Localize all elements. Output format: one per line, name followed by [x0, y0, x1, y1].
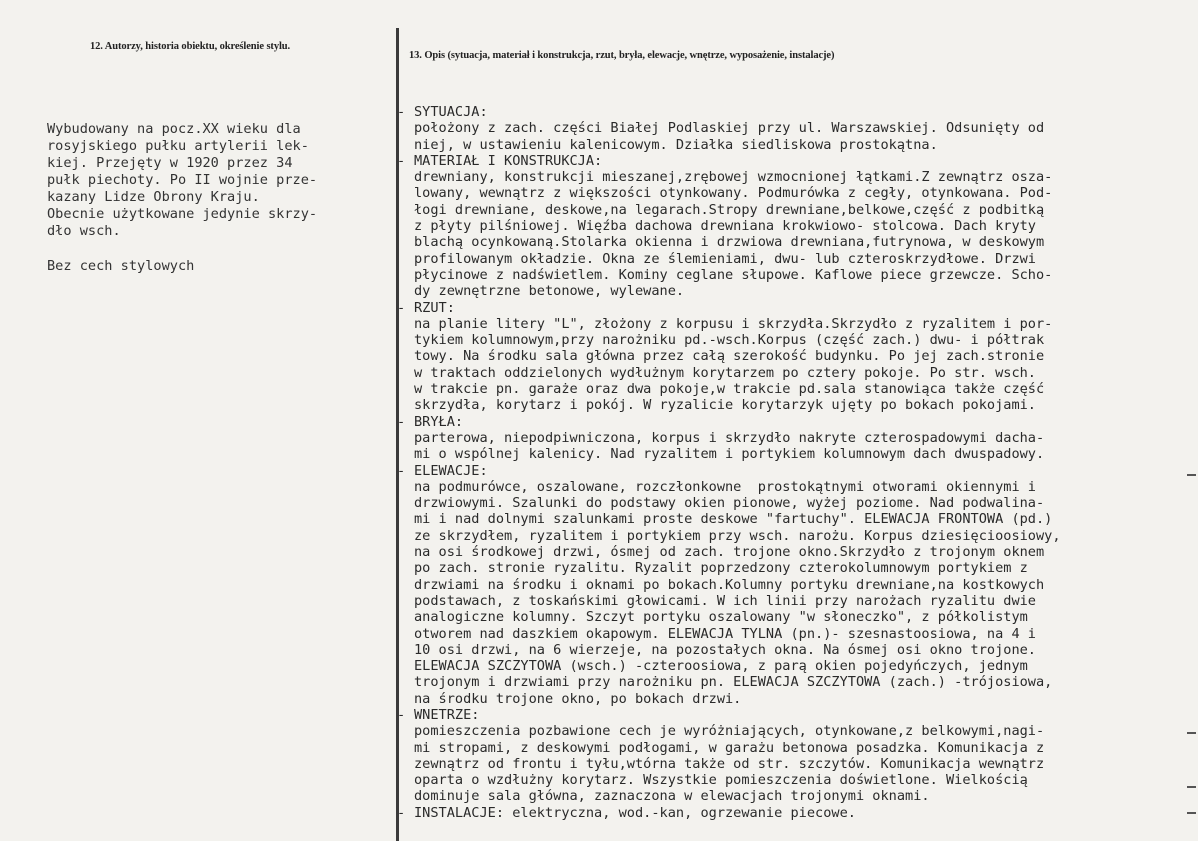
history-line: Obecnie użytkowane jedynie skrzy-	[47, 206, 318, 222]
section-line: pomieszczenia pozbawione cech je wyróżniających, otynkowane,z belkowymi,nagi-	[414, 723, 1045, 740]
section-dash: -	[397, 104, 406, 120]
section-body	[397, 430, 1197, 463]
section-line: skrzydła, korytarz i pokój. W ryzalicie korytarzyk ujęty po bokach pokojami.	[414, 397, 1036, 414]
section-line: ze skrzydłem, ryzalitem i portykiem przy wsch. narożu. Korpus dziesięcioosiowy,	[414, 527, 1061, 544]
section-line: lowany, wewnątrz z większości otynkowany. Podmurówka z cegły, otynkowana. Pod-	[414, 185, 1053, 202]
section-title-text: MATERIAŁ I KONSTRUKCJA:	[414, 152, 603, 169]
section-line: ELEWACJA SZCZYTOWA (wsch.) -czteroosiowa, z parą okien pojedyńczych, jednym	[414, 658, 1028, 675]
section-line: po zach. stronie ryzalitu. Ryzalit poprzedzony czterokolumnowym portykiem z	[414, 560, 1028, 577]
section-block	[397, 300, 1197, 414]
section-dash: -	[397, 413, 406, 430]
history-column	[47, 121, 377, 275]
section-body	[397, 169, 1197, 299]
section-line: dominuje sala główna, zaznaczona w elewacjach trojonymi oknami.	[414, 788, 930, 805]
section-line: łogi drewniane, deskowe,na legarach.Stropy drewniane,belkowe,część z podbitką	[414, 201, 1045, 218]
section-line: oparta o wzdłużny korytarz. Wszystkie pomieszczenia doświetlone. Wielkością	[414, 772, 1028, 789]
section-dash: -	[397, 804, 406, 821]
section-line: w trakcie pn. garaże oraz dwa pokoje,w trakcie pd.sala stanowiąca także część	[414, 381, 1045, 398]
section-title-text: SYTUACJA:	[414, 104, 488, 120]
section-title	[397, 707, 1197, 723]
section-line: mi o wspólnej kalenicy. Nad ryzalitem i portykiem kolumnowym dach dwuspadowy.	[414, 446, 1045, 463]
section-line: mi stropami, z deskowymi podłogami, w garażu betonowa posadzka. Komunikacja z	[414, 739, 1045, 756]
section-body	[397, 316, 1197, 414]
section-line: trojonym i drzwiami przy narożniku pn. ELEWACJA SZCZYTOWA (zach.) -trójosiowa,	[414, 674, 1053, 691]
section-line: z płyty pilśniowej. Więźba dachowa drewniana krokwiowo- stolcowa. Dach kryty	[414, 218, 1036, 235]
section-line: drzwiami na środku i oknami po bokach.Kolumny portyku drewniane,na kostkowych	[414, 576, 1045, 593]
section-dash: -	[397, 462, 406, 479]
section-title-text: RZUT:	[414, 299, 455, 316]
history-line: pułk piechoty. Po II wojnie prze-	[47, 172, 318, 188]
section-line: na osi środkowej drzwi, ósmej od zach. trojone okno.Skrzydło z trojonym oknem	[414, 544, 1045, 561]
section-title	[397, 463, 1197, 479]
section-line: parterowa, niepodpiwniczona, korpus i skrzydło nakryte czterospadowymi dacha-	[414, 429, 1045, 446]
section-block	[397, 707, 1197, 805]
history-line: rosyjskiego pułku artylerii lek-	[47, 138, 309, 154]
section-line: analogiczne kolumny. Szczyt portyku oszalowany "w słoneczko", z półkolistym	[414, 609, 1028, 626]
section-body	[397, 120, 1197, 153]
section-line: na podmurówce, oszalowane, rozczłonkowne prostokątnymi otworami okiennymi i	[414, 478, 1036, 495]
section-line: w traktach oddzielonych wydłużnym korytarzem po cztery pokoje. Po str. wsch.	[414, 364, 1036, 381]
section-line: na planie litery "L", złożony z korpusu i skrzydła.Skrzydło z ryzalitem i por-	[414, 315, 1053, 332]
section-block	[397, 414, 1197, 463]
section-line: blachą ocynkowaną.Stolarka okienna i drzwiowa drewniana,futrynowa, w deskowym	[414, 234, 1045, 251]
section-title-text: BRYŁA:	[414, 413, 464, 430]
description-column	[397, 104, 1197, 821]
section-line: na środku trojone okno, po bokach drzwi.	[414, 690, 742, 707]
history-line: kazany Lidze Obrony Kraju.	[47, 189, 260, 205]
history-text	[47, 121, 377, 240]
section-line: otworem nad daszkiem okapowym. ELEWACJA TYLNA (pn.)- szesnastoosiowa, na 4 i	[414, 625, 1036, 642]
section-line: mi i nad dolnymi szalunkami proste deskowe "fartuchy". ELEWACJA FRONTOWA (pd.)	[414, 511, 1053, 528]
section-title	[397, 805, 1197, 821]
section-line: 10 osi drzwi, na 6 wierzeje, na pozostałych okna. Na ósmej osi okno trojone.	[414, 641, 1036, 658]
section-block	[397, 104, 1197, 153]
section-line: tykiem kolumnowym,przy narożniku pd.-wsch.Korpus (część zach.) dwu- i półtrak	[414, 332, 1045, 349]
section-block	[397, 463, 1197, 707]
section-title-text: ELEWACJE:	[414, 462, 488, 479]
section-body	[397, 723, 1197, 804]
section-title-text: WNETRZE:	[414, 706, 480, 723]
section-line: profilowanym okładzie. Okna ze ślemieniami, dwu- lub czteroskrzydłowe. Drzwi	[414, 250, 1036, 267]
section-line: drzwiowymi. Szalunki do podstawy okien pionowe, wyżej poziome. Nad podwalina-	[414, 495, 1045, 512]
section-body	[397, 479, 1197, 707]
margin-mark	[1187, 812, 1196, 814]
history-line: dło wsch.	[47, 223, 121, 239]
margin-mark	[1187, 474, 1196, 476]
section-12-heading: 12. Autorzy, historia obiektu, określenie stylu.	[90, 41, 291, 52]
history-line: Wybudowany na pocz.XX wieku dla	[47, 121, 301, 137]
section-line: drewniany, konstrukcji mieszanej,zrębowej wzmocnionej łątkami.Z zewnątrz osza-	[414, 169, 1053, 186]
section-line: położony z zach. części Białej Podlaskiej przy ul. Warszawskiej. Odsunięty od	[414, 120, 1045, 137]
section-dash: -	[397, 706, 406, 723]
section-line: płycinowe z nadświetlem. Kominy ceglane słupowe. Kaflowe piece grzewcze. Scho-	[414, 266, 1053, 283]
margin-mark	[1187, 732, 1196, 734]
section-dash: -	[397, 152, 406, 169]
section-title	[397, 104, 1197, 120]
section-line: niej, w ustawieniu kalenicowym. Działka siedliskowa prostokątna.	[414, 136, 938, 153]
section-title	[397, 414, 1197, 430]
section-line: podstawach, z toskańskimi głowicami. W ich linii przy narożach ryzalitu dwie	[414, 592, 1036, 609]
section-title	[397, 300, 1197, 316]
section-title-text: INSTALACJE: elektryczna, wod.-kan, ogrzewanie piecowe.	[414, 804, 856, 821]
style-note: Bez cech stylowych	[47, 258, 195, 274]
section-block	[397, 153, 1197, 300]
history-line: kiej. Przejęty w 1920 przez 34	[47, 155, 293, 171]
section-line: towy. Na środku sala główna przez całą szerokość budynku. Po jej zach.stronie	[414, 348, 1045, 365]
section-dash: -	[397, 299, 406, 316]
section-block	[397, 805, 1197, 821]
section-title	[397, 153, 1197, 169]
section-13-heading: 13. Opis (sytuacja, materiał i konstrukcja, rzut, bryła, elewacje, wnętrze, wyposażenie, instalacje)	[409, 50, 835, 61]
section-line: zewnątrz od frontu i tyłu,wtórna także od str. szczytów. Komunikacja wewnątrz	[414, 755, 1045, 772]
margin-mark	[1187, 786, 1196, 788]
section-line: dy zewnętrzne betonowe, wylewane.	[414, 283, 685, 300]
